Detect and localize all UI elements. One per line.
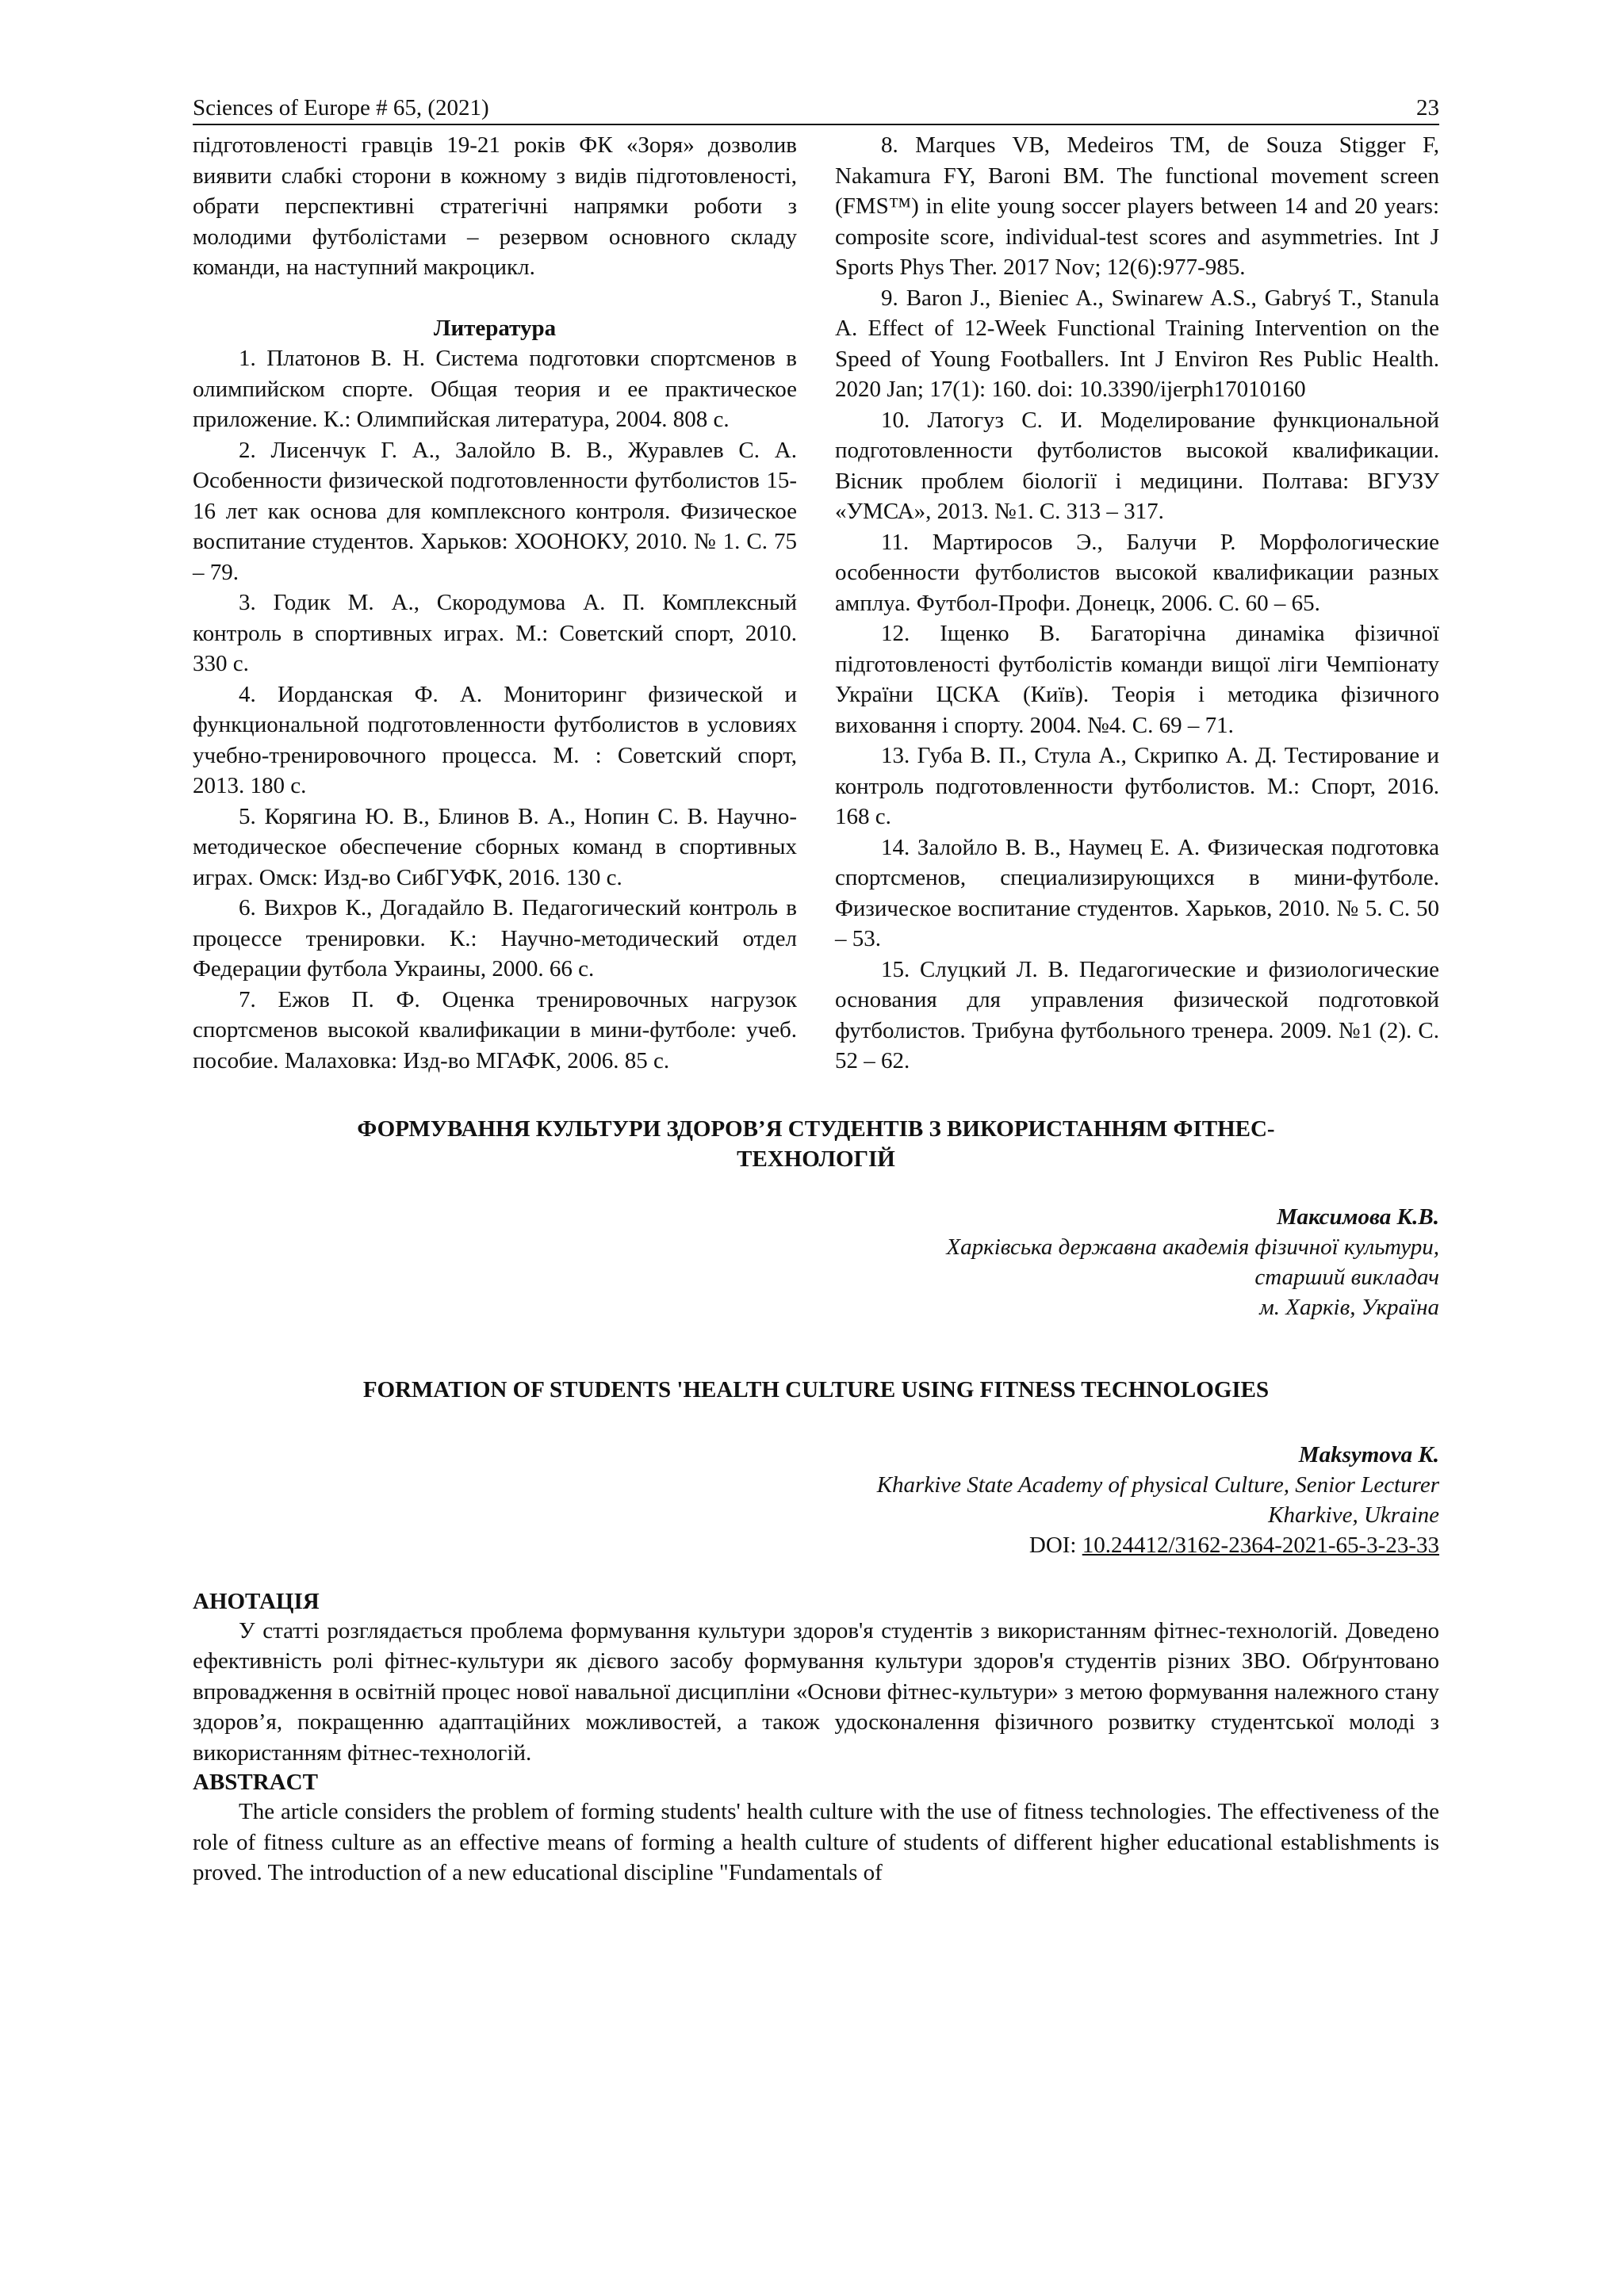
two-column-section: [193, 130, 1439, 1077]
author-block-en: [193, 1440, 1439, 1560]
references-heading: Литература: [433, 315, 557, 341]
doi-label: DOI:: [1028, 1532, 1082, 1558]
affiliation-en: Kharkive State Academy of physical Culture, Senior Lecturer: [876, 1471, 1439, 1498]
article-title-en: FORMATION OF STUDENTS 'HEALTH CULTURE USING FITNESS TECHNOLOGIES: [362, 1376, 1270, 1402]
journal-name: Sciences of Europe # 65, (2021): [193, 95, 489, 121]
article-title-ua: [193, 1114, 1439, 1174]
position-ua: старший викладач: [1254, 1264, 1439, 1290]
running-header: [193, 94, 1439, 125]
reference-item: 9. Baron J., Bieniec A., Swinarew A.S., Gabryś T., Stanula A. Effect of 12-Week Functional Training Intervention on the Speed of Young Footballers. Int J Environ Res Public Health. 2020 Jan; 17(1): 160. doi: 10.3390/ijerph17010160: [835, 285, 1439, 402]
annotation-heading: АНОТАЦІЯ: [193, 1588, 320, 1614]
author-name-en: Maksymova K.: [1298, 1441, 1439, 1468]
annotation-text: У статті розглядається проблема формування культури здоров'я студентів з використанням фітнес-технологій. Доведено ефективність ролі фітнес-культури як дієвого засобу формування культури здоров'я студентів різних ЗВО. Обґрунтовано впровадження в освітній процес нової навальної дисципліни «Основи фітнес-культури» з метою формування належного стану здоров’я, покращенню адаптаційних можливостей, а також удосконалення фізичного розвитку студентської молоді з використанням фітнес-технологій.: [193, 1617, 1439, 1766]
intro-paragraph: підготовленості гравців 19-21 років ФК «Зоря» дозволив виявити слабкі сторони в кожному з видів підготовленості, обрати перспективні стратегічні напрямки роботи з молодими футболістами – резервом основного складу команди, на наступний макроцикл.: [193, 132, 797, 280]
doi-line: [193, 1530, 1439, 1560]
affiliation-ua: Харківська державна академія фізичної культури,: [946, 1234, 1439, 1260]
reference-item: 10. Латогуз С. И. Моделирование функциональной подготовленности футболистов высокой квалификации. Вісник проблем біології і медицини. Полтава: ВГУЗУ «УМСА», 2013. №1. С. 313 – 317.: [835, 407, 1439, 524]
location-ua: м. Харків, Україна: [1259, 1294, 1439, 1320]
reference-item: 2. Лисенчук Г. А., Залойло В. В., Журавлев С. А. Особенности физической подготовленности футболистов 15-16 лет как основа для комплексного контроля. Физическое воспитание студентов. Харьков: ХООНОКУ, 2010. № 1. С. 75 – 79.: [193, 437, 797, 585]
article-title-ua-line1: ФОРМУВАННЯ КУЛЬТУРИ ЗДОРОВ’Я СТУДЕНТІВ З ВИКОРИСТАННЯМ ФІТНЕС-: [357, 1115, 1275, 1142]
author-block-ua: [193, 1202, 1439, 1322]
reference-item: 4. Иорданская Ф. А. Мониторинг физической и функциональной подготовленности футболистов в условиях учебно-тренировочного процесса. М. : Советский спорт, 2013. 180 с.: [193, 681, 797, 798]
left-column: [193, 130, 797, 1077]
reference-item: 15. Слуцкий Л. В. Педагогические и физиологические основания для управления физической подготовкой футболистов. Трибуна футбольного тренера. 2009. №1 (2). С. 52 – 62.: [835, 956, 1439, 1073]
abstract-heading: ABSTRACT: [193, 1770, 318, 1795]
right-column: [835, 130, 1439, 1077]
reference-item: 1. Платонов В. Н. Система подготовки спортсменов в олимпийском спорте. Общая теория и ее практическое приложение. К.: Олимпийская литература, 2004. 808 с.: [193, 346, 797, 432]
reference-item: 12. Іщенко В. Багаторічна динаміка фізичної підготовленості футболістів команди вищої ліги Чемпіонату України ЦСКА (Київ). Теорія і методика фізичного виховання і спорту. 2004. №4. С. 69 – 71.: [835, 621, 1439, 738]
reference-item: 5. Корягина Ю. В., Блинов В. А., Нопин С. В. Научно-методическое обеспечение сборных команд в спортивных играх. Омск: Изд-во СибГУФК, 2016. 130 с.: [193, 803, 797, 890]
reference-item: 6. Вихров К., Догадайло В. Педагогический контроль в процессе тренировки. К.: Научно-методический отдел Федерации футбола Украины, 2000. 66 с.: [193, 895, 797, 982]
page: [193, 94, 1439, 1888]
reference-item: 14. Залойло В. В., Наумец Е. А. Физическая подготовка спортсменов, специализирующихся в мини-футболе. Физическое воспитание студентов. Харьков, 2010. № 5. С. 50 – 53.: [835, 834, 1439, 951]
reference-item: 8. Marques VB, Medeiros TM, de Souza Stigger F, Nakamura FY, Baroni BM. The functional movement screen (FMS™) in elite young soccer players between 14 and 20 years: composite score, individual-test scores and asymmetries. Int J Sports Phys Ther. 2017 Nov; 12(6):977-985.: [835, 132, 1439, 280]
abstract-text: The article considers the problem of forming students' health culture with the use of fitness technologies. The effectiveness of the role of fitness culture as an effective means of forming a health culture of students of different higher educational establishments is proved. The introduction of a new educational discipline "Fundamentals of: [193, 1799, 1439, 1885]
reference-item: 13. Губа В. П., Стула А., Скрипко А. Д. Тестирование и контроль подготовленности футболистов. М.: Спорт, 2016. 168 с.: [835, 743, 1439, 829]
reference-item: 11. Мартиросов Э., Балучи Р. Морфологические особенности футболистов высокой квалификации разных амплуа. Футбол-Профи. Донецк, 2006. С. 60 – 65.: [835, 529, 1439, 616]
article-title-ua-line2: ТЕХНОЛОГІЙ: [737, 1146, 895, 1172]
location-en: Kharkive, Ukraine: [1268, 1502, 1439, 1528]
reference-item: 3. Годик М. А., Скородумова А. П. Комплексный контроль в спортивных играх. М.: Советский спорт, 2010. 330 с.: [193, 590, 797, 676]
author-name-ua: Максимова К.В.: [1277, 1203, 1439, 1230]
doi-link[interactable]: 10.24412/3162-2364-2021-65-3-23-33: [1082, 1532, 1439, 1558]
reference-item: 7. Ежов П. Ф. Оценка тренировочных нагрузок спортсменов высокой квалификации в мини-футболе: учеб. пособие. Малаховка: Изд-во МГАФК, 2006. 85 с.: [193, 986, 797, 1073]
page-number: 23: [1416, 95, 1439, 121]
